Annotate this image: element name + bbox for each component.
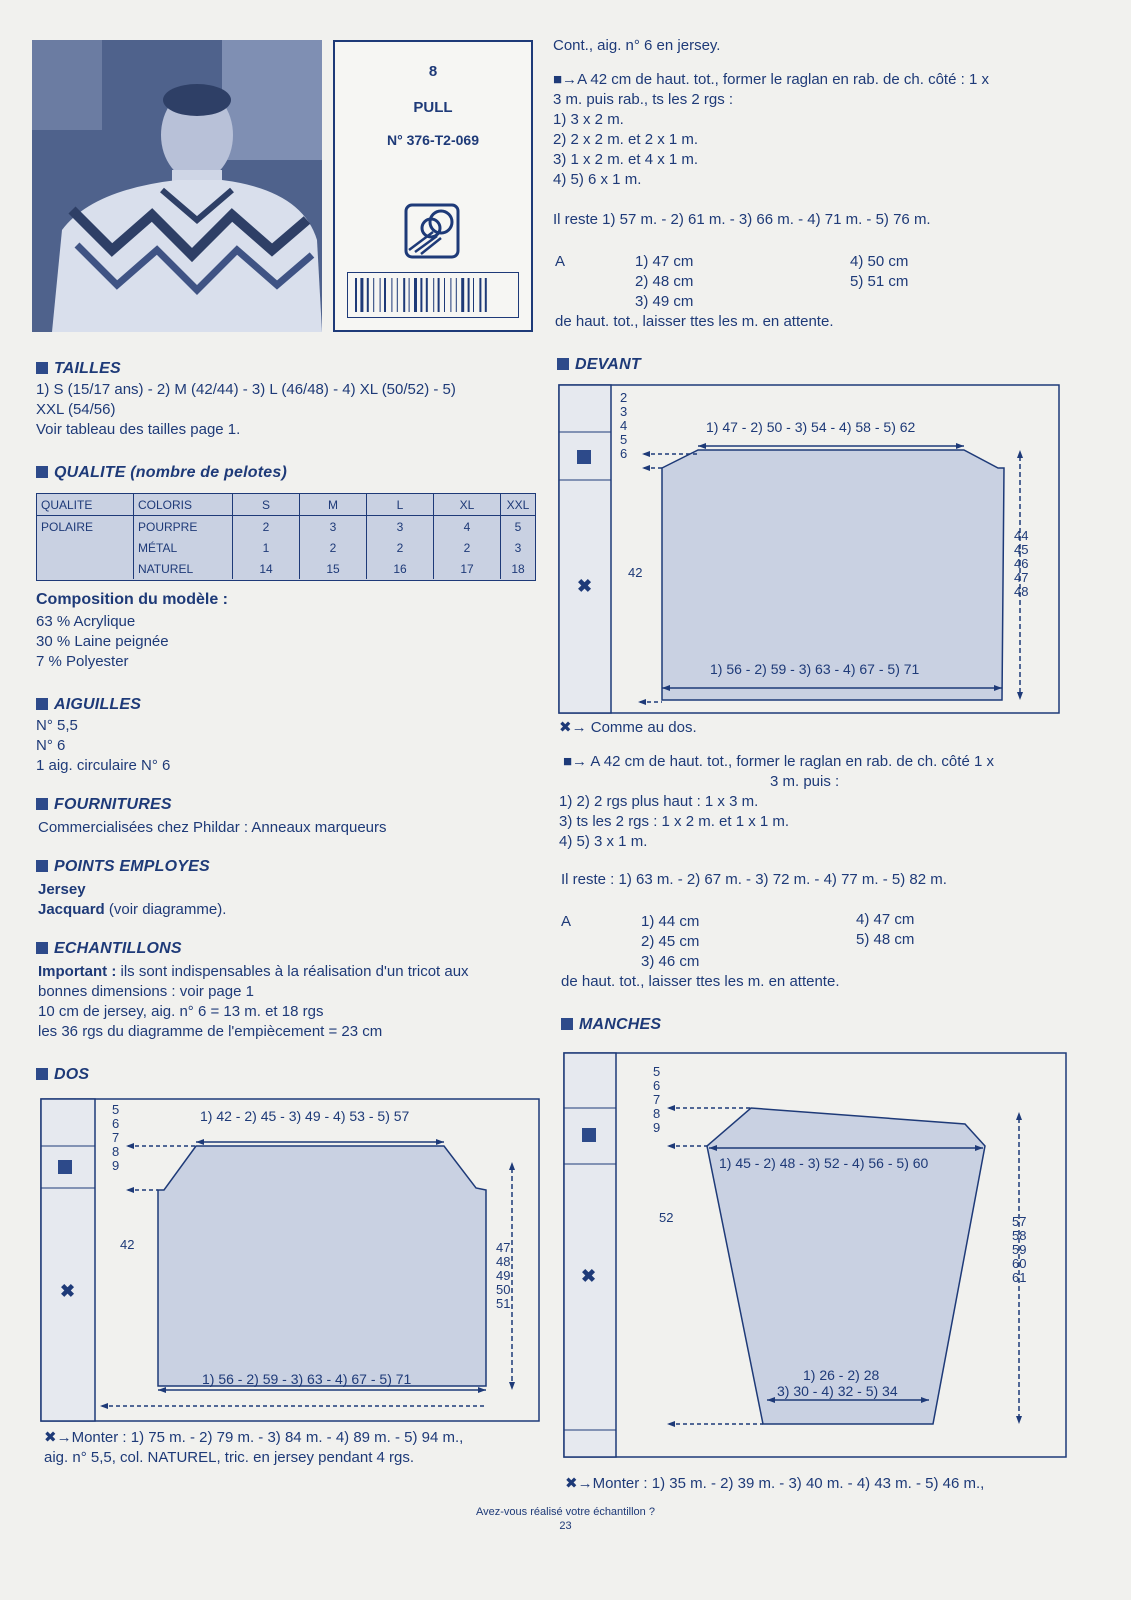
devant-row-label: 4 [620,418,628,433]
square-marker-icon [561,1018,573,1030]
square-marker-icon [36,942,48,954]
echantillons-line2: bonnes dimensions : voir page 1 [38,983,254,1000]
manches-instruction: ✖→Monter : 1) 35 m. - 2) 39 m. - 3) 40 m. - 4) 43 m. - 5) 46 m., [565,1475,985,1492]
dos-heading: DOS [36,1066,89,1084]
page-number: 23 [559,1520,572,1532]
table-cell: 16 [367,558,434,579]
table-cell: 17 [434,558,501,579]
square-marker-icon [577,450,591,464]
dos-right-label: 47 [496,1240,511,1255]
table-header-cell: M [300,494,367,516]
table-cell: 2 [233,516,300,538]
dos-row-label: 5 [112,1102,120,1117]
point-jacquard: Jacquard (voir diagramme). [38,901,227,918]
yarn-ball-icon [403,202,461,260]
barcode-icon [347,272,519,318]
devant-a-label: A [561,913,572,930]
manches-row-label: 8 [653,1106,661,1121]
cross-arrow-icon: ✖→ [559,719,591,736]
dos-cont-line2: 3 m. puis rab., ts les 2 rgs : [553,91,734,108]
pattern-type: PULL [413,99,453,116]
dos-cont-line1: ■→A 42 cm de haut. tot., former le raglan en rab. de ch. côté : 1 x [553,71,989,88]
dos-top-sizes: 1) 42 - 2) 45 - 3) 49 - 4) 53 - 5) 57 [200,1108,410,1124]
table-cell: 14 [233,558,300,579]
photo-illustration [32,40,322,332]
dos-instruction-line1: ✖→Monter : 1) 75 m. - 2) 79 m. - 3) 84 m. - 4) 89 m. - 5) 94 m., [44,1429,464,1446]
dos-cont-line0: Cont., aig. n° 6 en jersey. [553,37,721,54]
table-header-cell: L [367,494,434,516]
square-marker-icon [557,358,569,370]
model-photo [32,40,322,332]
table-cell [37,558,134,579]
devant-right-label: 48 [1014,584,1029,599]
devant-a-item: 3) 46 cm [641,953,700,970]
devant-line1: ■→ A 42 cm de haut. tot., former le raglan en rab. de ch. côté 1 x [563,753,994,770]
devant-row-label: 2 [620,390,628,405]
cross-marker-icon: ✖ [60,1281,76,1301]
table-cell: 18 [501,558,536,579]
dos-row-label: 9 [112,1158,120,1173]
dos-row-label: 7 [112,1130,120,1145]
devant-row-label: 3 [620,404,628,419]
dos-cont-a-item: 3) 49 cm [635,293,694,310]
echantillons-line1: Important : ils sont indispensables à la réalisation d'un tricot aux [38,963,469,980]
table-cell: NATUREL [134,558,233,579]
dos-cont-final: de haut. tot., laisser ttes les m. en attente. [555,313,834,330]
cross-arrow-icon: ✖→ [44,1429,72,1446]
square-marker-icon [36,860,48,872]
dos-cont-a-item: 1) 47 cm [635,253,694,270]
manches-bottom-sizes-1: 1) 26 - 2) 28 [803,1367,880,1383]
devant-bottom-sizes: 1) 56 - 2) 59 - 3) 63 - 4) 67 - 5) 71 [710,661,920,677]
square-marker-icon [582,1128,596,1142]
devant-a-item: 5) 48 cm [856,931,915,948]
devant-a-item: 4) 47 cm [856,911,915,928]
manches-heading: MANCHES [561,1016,661,1034]
table-cell: POURPRE [134,516,233,538]
manches-row-label: 9 [653,1120,661,1135]
manches-bottom-sizes-2: 3) 30 - 4) 32 - 5) 34 [777,1383,898,1399]
manches-diagram [563,1052,1067,1463]
manches-right-label: 59 [1012,1242,1027,1257]
table-cell: POLAIRE [41,519,94,534]
devant-line2: 3 m. puis : [770,773,840,790]
cross-arrow-icon: ✖→ [565,1475,593,1492]
fournitures-heading: FOURNITURES [36,796,172,814]
table-cell: 1 [233,537,300,558]
devant-diagram [558,384,1060,719]
devant-right-label: 45 [1014,542,1029,557]
dos-instruction-line2: aig. n° 5,5, col. NATUREL, tric. en jersey pendant 4 rgs. [44,1449,415,1466]
square-marker-icon [58,1160,72,1174]
table-header-cell: COLORIS [134,494,233,516]
dos-right-label: 51 [496,1296,511,1311]
pattern-ref: N° 376-T2-069 [387,132,479,148]
cross-marker-icon: ✖ [577,576,593,596]
table-header-cell: XXL [501,494,536,516]
manches-row-label: 6 [653,1078,661,1093]
devant-step: 4) 5) 3 x 1 m. [559,833,648,850]
dos-cont-step: 3) 1 x 2 m. et 4 x 1 m. [553,151,699,168]
table-cell: 3 [501,537,536,558]
table-cell: 5 [501,516,536,538]
devant-heading: DEVANT [557,356,641,374]
devant-right-label: 46 [1014,556,1029,571]
footer-question: Avez-vous réalisé votre échantillon ? [476,1506,655,1518]
qualite-table-box [36,493,536,581]
table-row [37,516,535,538]
dos-cont-step: 2) 2 x 2 m. et 2 x 1 m. [553,131,699,148]
table-cell: 2 [434,537,501,558]
devant-final: de haut. tot., laisser ttes les m. en attente. [561,973,840,990]
dos-right-label: 50 [496,1282,511,1297]
square-arrow-icon: ■→ [563,753,591,770]
square-marker-icon [36,798,48,810]
table-cell: 15 [300,558,367,579]
devant-right-label: 44 [1014,528,1029,543]
manches-top-sizes: 1) 45 - 2) 48 - 3) 52 - 4) 56 - 5) 60 [719,1155,929,1171]
aiguille-item: N° 5,5 [36,717,78,734]
dos-cont-a-item: 2) 48 cm [635,273,694,290]
table-cell: 2 [367,537,434,558]
devant-right-label: 47 [1014,570,1029,585]
pattern-number: 8 [428,63,438,80]
dos-cont-a-item: 5) 51 cm [850,273,909,290]
table-cell: MÉTAL [134,537,233,558]
manches-row-label: 7 [653,1092,661,1107]
echantillons-heading: ECHANTILLONS [36,940,182,958]
devant-a-item: 1) 44 cm [641,913,700,930]
manches-height-label: 52 [659,1210,674,1225]
table-header-cell: XL [434,494,501,516]
square-marker-icon [36,466,48,478]
devant-a-item: 2) 45 cm [641,933,700,950]
qualite-heading: QUALITE (nombre de pelotes) [36,464,287,482]
table-cell: 3 [300,516,367,538]
square-marker-icon [36,698,48,710]
dos-cont-step: 4) 5) 6 x 1 m. [553,171,642,188]
dos-row-label: 8 [112,1144,120,1159]
dos-right-label: 48 [496,1254,511,1269]
dos-cont-reste: Il reste 1) 57 m. - 2) 61 m. - 3) 66 m. - 4) 71 m. - 5) 76 m. [553,211,931,228]
qualite-table [37,494,535,579]
devant-row-label: 5 [620,432,628,447]
points-heading: POINTS EMPLOYES [36,858,210,876]
table-header-cell: S [233,494,300,516]
table-cell [37,537,134,558]
echantillons-line4: les 36 rgs du diagramme de l'empiècement = 23 cm [38,1023,383,1040]
table-cell: 4 [434,516,501,538]
devant-row-label: 6 [620,446,628,461]
dos-cont-a-item: 4) 50 cm [850,253,909,270]
square-marker-icon [36,1068,48,1080]
table-cell: 2 [300,537,367,558]
dos-height-label: 42 [120,1237,135,1252]
square-arrow-icon: ■→ [553,71,578,88]
dos-bottom-sizes: 1) 56 - 2) 59 - 3) 63 - 4) 67 - 5) 71 [202,1371,412,1387]
manches-right-label: 58 [1012,1228,1027,1243]
composition-item: 30 % Laine peignée [36,633,169,650]
composition-heading: Composition du modèle : [36,591,228,608]
composition-item: 63 % Acrylique [36,613,136,630]
dos-cont-step: 1) 3 x 2 m. [553,111,624,128]
tailles-line3: Voir tableau des tailles page 1. [36,421,241,438]
devant-reste: Il reste : 1) 63 m. - 2) 67 m. - 3) 72 m. - 4) 77 m. - 5) 82 m. [561,871,947,888]
table-row [37,558,535,579]
manches-right-label: 60 [1012,1256,1027,1271]
aiguille-item: 1 aig. circulaire N° 6 [36,757,171,774]
table-cell: 3 [367,516,434,538]
pattern-id-box [333,40,533,332]
devant-step: 1) 2) 2 rgs plus haut : 1 x 3 m. [559,793,759,810]
aiguille-item: N° 6 [36,737,66,754]
dos-diagram [40,1098,540,1427]
manches-right-label: 57 [1012,1214,1027,1229]
table-header-row [37,494,535,516]
cross-marker-icon: ✖ [581,1266,597,1286]
fournitures-text: Commercialisées chez Phildar : Anneaux marqueurs [38,819,387,836]
table-header-cell: QUALITE [37,494,134,516]
echantillons-line3: 10 cm de jersey, aig. n° 6 = 13 m. et 18 rgs [38,1003,324,1020]
manches-row-label: 5 [653,1064,661,1079]
devant-top-sizes: 1) 47 - 2) 50 - 3) 54 - 4) 58 - 5) 62 [706,419,916,435]
table-row [37,537,535,558]
composition-item: 7 % Polyester [36,653,129,670]
tailles-line1: 1) S (15/17 ans) - 2) M (42/44) - 3) L (46/48) - 4) XL (50/52) - 5) [36,381,456,398]
square-marker-icon [36,362,48,374]
devant-height-label: 42 [628,565,643,580]
manches-right-label: 61 [1012,1270,1027,1285]
devant-comme: ✖→ Comme au dos. [559,719,697,736]
tailles-heading: TAILLES [36,360,121,378]
dos-cont-a-label: A [555,253,566,270]
point-jersey: Jersey [38,881,86,898]
devant-step: 3) ts les 2 rgs : 1 x 2 m. et 1 x 1 m. [559,813,790,830]
tailles-line2: XXL (54/56) [36,401,116,418]
dos-right-label: 49 [496,1268,511,1283]
aiguilles-heading: AIGUILLES [36,696,141,714]
dos-row-label: 6 [112,1116,120,1131]
